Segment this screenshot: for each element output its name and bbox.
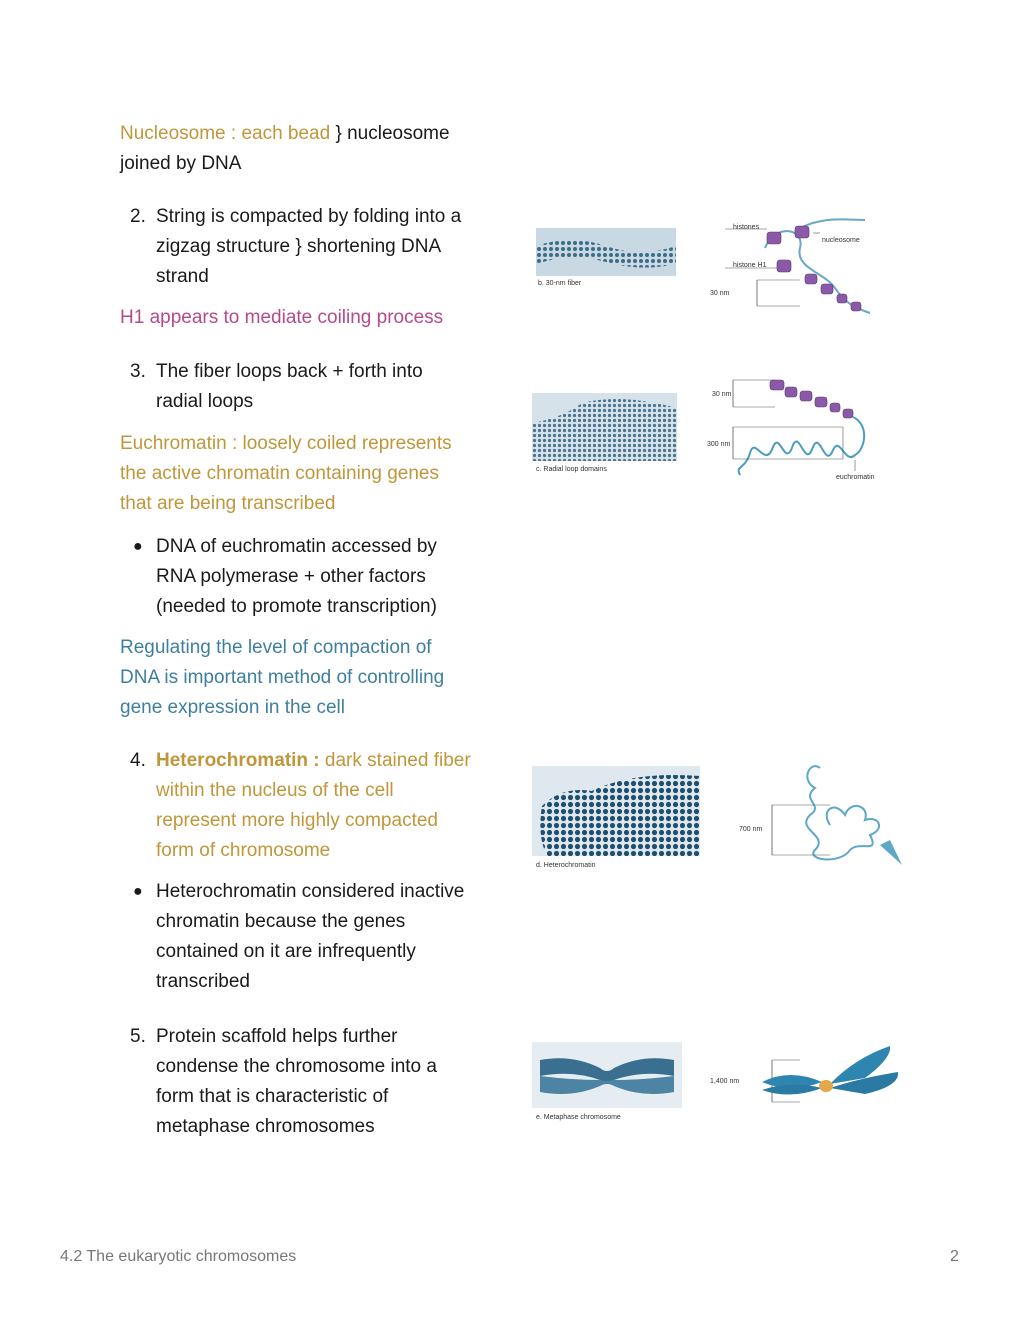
step-4-line: form of chromosome <box>156 840 331 861</box>
label-30nm: 30 nm <box>710 290 730 297</box>
step-5-line: Protein scaffold helps further <box>156 1026 398 1047</box>
figure-radial-loops <box>530 375 890 490</box>
label-30nm: 30 nm <box>712 391 732 398</box>
step-4-number: 4. <box>130 750 146 771</box>
intro-line2: joined by DNA <box>120 153 242 174</box>
figure-30nm-fiber <box>530 218 890 318</box>
nucleosome-definition: Nucleosome : each bead <box>120 123 331 144</box>
step-3-line: radial loops <box>156 391 254 412</box>
bullet-dot: ● <box>133 538 143 555</box>
figure-metaphase <box>530 1038 905 1128</box>
step-4-line: within the nucleus of the cell <box>156 780 394 801</box>
step-3-line: The fiber loops back + forth into <box>156 361 423 382</box>
figure-heterochromatin <box>530 760 905 875</box>
diagram-metaphase <box>740 1038 905 1108</box>
label-700nm: 700 nm <box>739 826 763 833</box>
step-4 <box>0 746 520 866</box>
micrograph-metaphase <box>532 1042 682 1108</box>
euchromatin-note <box>120 429 500 519</box>
bullet-line: RNA polymerase + other factors <box>156 566 426 587</box>
step-2-line: String is compacted by folding into a <box>156 206 462 227</box>
step-5-line: metaphase chromosomes <box>156 1116 375 1137</box>
diagram-heterochromatin <box>730 760 905 872</box>
step-2-line: strand <box>156 266 209 287</box>
step-2-number: 2. <box>130 206 146 227</box>
label-histones: histones <box>733 224 760 231</box>
figure-b-caption: b. 30-nm fiber <box>538 280 582 287</box>
micrograph-heterochromatin <box>532 766 700 856</box>
figure-c-caption: c. Radial loop domains <box>536 466 607 473</box>
bullet-line: Heterochromatin considered inactive <box>156 881 465 902</box>
step-5 <box>0 1022 520 1142</box>
step-4-line: represent more highly compacted <box>156 810 438 831</box>
page-number: 2 <box>950 1248 959 1265</box>
bullet-dot: ● <box>133 883 143 900</box>
step-5-line: condense the chromosome into a <box>156 1056 437 1077</box>
euchromatin-bullet <box>0 532 520 622</box>
euchromatin-note-line: the active chromatin containing genes <box>120 463 439 484</box>
bullet-line: contained on it are infrequently <box>156 941 416 962</box>
heterochromatin-term: Heterochromatin : <box>156 750 320 771</box>
bullet-line: DNA of euchromatin accessed by <box>156 536 437 557</box>
euchromatin-note-line: Euchromatin : loosely coiled represents <box>120 433 452 454</box>
step-3-number: 3. <box>130 361 146 382</box>
regulation-note-line: DNA is important method of controlling <box>120 667 445 688</box>
micrograph-radial-loops <box>532 393 677 461</box>
regulation-note-line: Regulating the level of compaction of <box>120 637 432 658</box>
heterochromatin-bullet <box>0 877 520 997</box>
step-3 <box>0 357 520 417</box>
bullet-line: (needed to promote transcription) <box>156 596 437 617</box>
label-euchromatin: euchromatin <box>836 474 875 481</box>
footer-title: 4.2 The eukaryotic chromosomes <box>60 1248 297 1265</box>
figure-e-caption: e. Metaphase chromosome <box>536 1114 621 1121</box>
step-4-line1-rest: dark stained fiber <box>319 750 471 771</box>
regulation-note <box>120 633 500 723</box>
step-2 <box>0 202 520 292</box>
step-2-line: zigzag structure } shortening DNA <box>156 236 442 257</box>
bullet-line: chromatin because the genes <box>156 911 406 932</box>
euchromatin-note-line: that are being transcribed <box>120 493 336 514</box>
intro-paragraph <box>120 119 500 179</box>
bullet-line: transcribed <box>156 971 250 992</box>
figure-d-caption: d. Heterochromatin <box>536 862 596 869</box>
label-300nm: 300 nm <box>707 441 731 448</box>
label-nucleosome: nucleosome <box>822 237 860 244</box>
step-5-number: 5. <box>130 1026 146 1047</box>
label-histone-h1: histone H1 <box>733 262 767 269</box>
step-5-line: form that is characteristic of <box>156 1086 389 1107</box>
regulation-note-line: gene expression in the cell <box>120 697 345 718</box>
diagram-radial-loops <box>705 375 895 487</box>
label-1400nm: 1,400 nm <box>710 1078 740 1085</box>
micrograph-30nm-fiber <box>536 228 676 276</box>
intro-rest: } nucleosome <box>330 123 450 144</box>
h1-note: H1 appears to mediate coiling process <box>120 307 444 328</box>
